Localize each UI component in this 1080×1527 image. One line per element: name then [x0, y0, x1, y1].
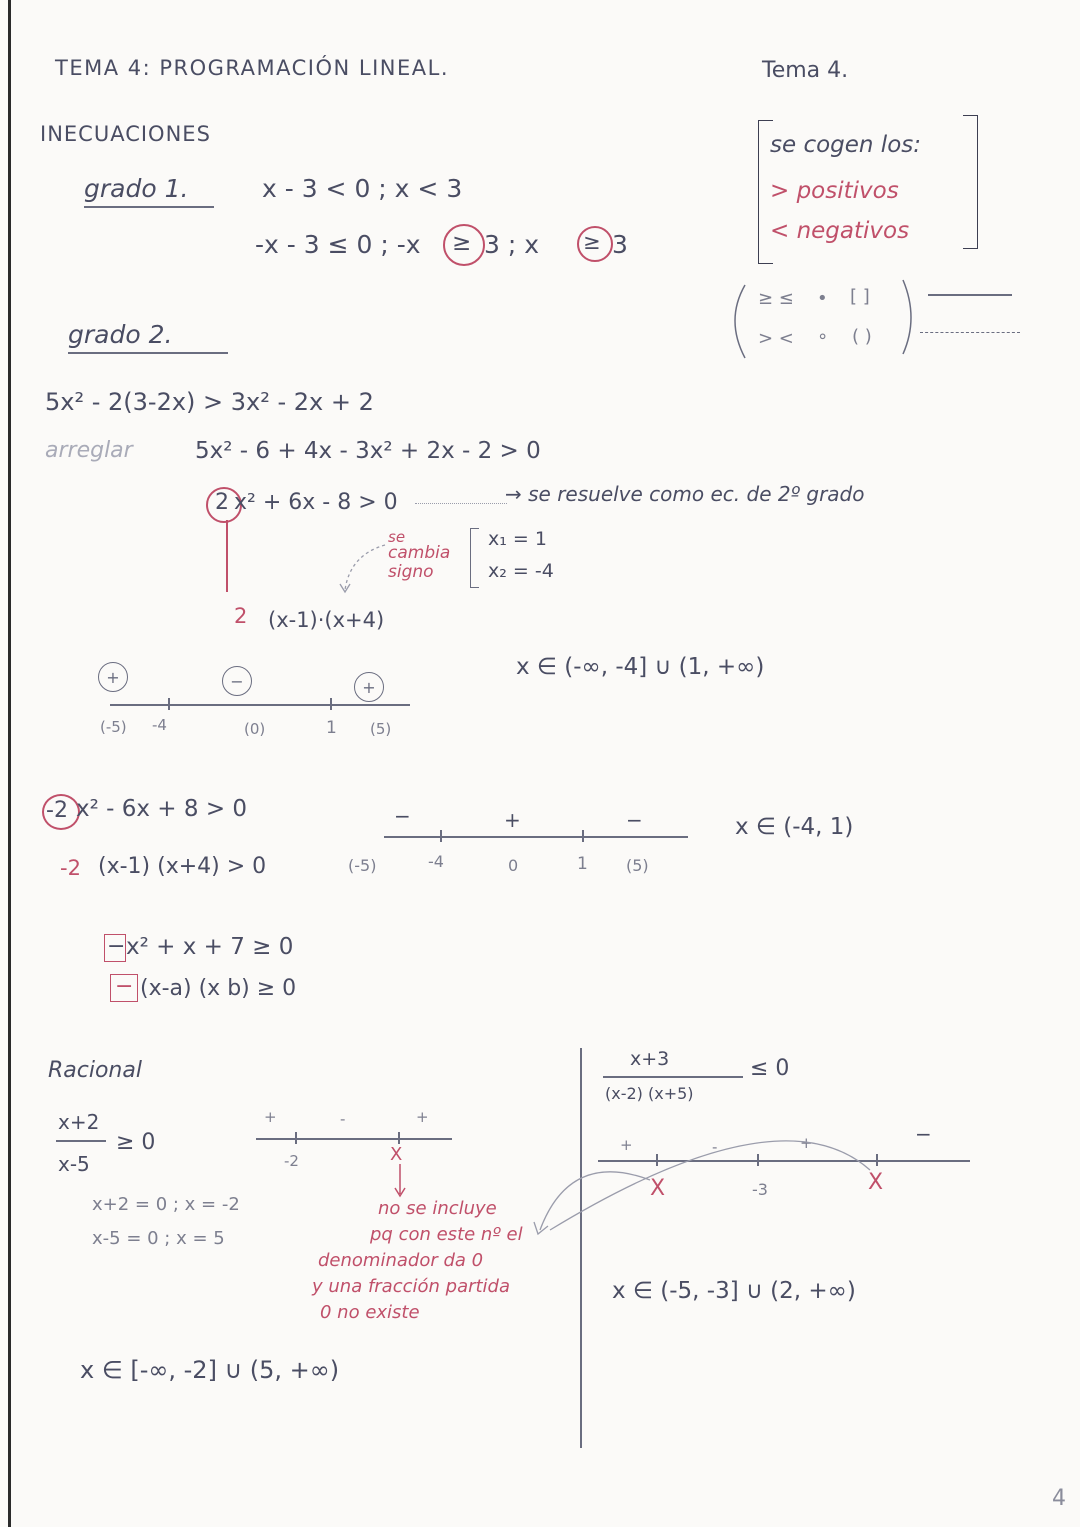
page-number: 4	[1052, 1486, 1066, 1511]
grado2-eq2: 5x² - 6 + 4x - 3x² + 2x - 2 > 0	[195, 438, 541, 464]
racional-note-arrow	[394, 1164, 406, 1200]
racional2-sign-3: +	[800, 1134, 813, 1152]
note-box-line3: < negativos	[770, 218, 910, 244]
number-line-2	[384, 836, 688, 838]
racional2-fraction-bar	[603, 1076, 743, 1078]
grado1-symbol-1: ≥	[452, 230, 472, 256]
racional2-mark-2: X	[868, 1170, 884, 1195]
racional-note-5: 0 no existe	[320, 1302, 420, 1323]
axis4-label: -3	[752, 1180, 768, 1199]
legend-row1-brackets: [ ]	[850, 286, 870, 307]
grado2-heading: grado 2.	[68, 320, 173, 349]
racional2-sign-2: -	[712, 1138, 718, 1156]
racional2-relation: ≤ 0	[750, 1056, 790, 1081]
legend-row1-dot: •	[817, 288, 828, 309]
grado2-eq1: 5x² - 2(3-2x) > 3x² - 2x + 2	[45, 388, 374, 416]
root-2: x₂ = -4	[488, 560, 554, 582]
number-line-2-tick-b	[582, 830, 584, 842]
number-line-3-tick-b	[398, 1132, 400, 1144]
legend-row2-brackets: ( )	[852, 326, 872, 347]
example3-sign-1: −	[107, 934, 126, 959]
example2-sign-2: +	[504, 808, 521, 832]
example2-eq: x² - 6x + 8 > 0	[76, 796, 248, 822]
sign-note-3: signo	[388, 562, 434, 582]
axis1-label-2: -4	[152, 716, 167, 734]
example2-solution: x ∈ (-4, 1)	[735, 814, 854, 840]
factor-coef: 2	[234, 604, 248, 628]
number-line-3	[256, 1138, 452, 1140]
grado1-symbol-2: ≥	[583, 230, 601, 254]
example3-eq1: x² + x + 7 ≥ 0	[126, 934, 294, 960]
racional-mark: X	[390, 1144, 403, 1165]
note-box-line1: se cogen los:	[770, 132, 921, 158]
number-line-1	[110, 704, 410, 706]
racional-work-2: x-5 = 0 ; x = 5	[92, 1228, 225, 1249]
grado2-eq3: x² + 6x - 8 > 0	[234, 490, 398, 515]
grado2-eq3-coef: 2	[215, 490, 229, 515]
sign-circle-2: −	[222, 666, 252, 696]
coefficient-drop-line	[226, 520, 228, 592]
corner-label: Tema 4.	[762, 58, 849, 83]
legend-dashed-line	[920, 332, 1020, 333]
grado2-solution: x ∈ (-∞, -4] ∪ (1, +∞)	[516, 654, 765, 680]
note-box-right-bracket	[963, 115, 978, 249]
axis2-label-3: 0	[508, 856, 519, 875]
grado1-line2a: -x - 3 ≤ 0 ; -x	[255, 230, 421, 259]
racional2-solution: x ∈ (-5, -3] ∪ (2, +∞)	[612, 1278, 856, 1304]
racional2-mark-1: X	[650, 1176, 666, 1201]
axis2-label-2: -4	[428, 852, 444, 871]
grado1-underline	[84, 206, 214, 208]
legend-row2-symbols: > <	[758, 328, 794, 349]
roots-bracket	[470, 528, 479, 588]
example2-factored: (x-1) (x+4) > 0	[98, 854, 267, 879]
racional-note-4: y una fracción partida	[312, 1276, 511, 1297]
racional-sign-1: +	[264, 1108, 277, 1126]
axis1-label-4: 1	[326, 718, 337, 738]
page-title: TEMA 4: PROGRAMACIÓN LINEAL.	[55, 56, 450, 80]
arreglar-label: arreglar	[45, 438, 133, 463]
racional-relation: ≥ 0	[116, 1130, 156, 1155]
racional-note-1: no se incluye	[378, 1198, 497, 1219]
number-line-1-tick-a	[168, 698, 170, 710]
racional-sign-2: -	[340, 1110, 346, 1128]
sign-note-1: se	[388, 528, 406, 546]
racional-note-3: denominador da 0	[318, 1250, 484, 1271]
example2-factored-prefix: -2	[60, 856, 81, 880]
number-line-2-tick-a	[440, 830, 442, 842]
grado2-underline	[68, 352, 228, 354]
racional2-sign-1: +	[620, 1136, 633, 1154]
grado1-line2c: 3	[612, 230, 628, 259]
example2-sign-1: −	[394, 804, 411, 828]
root-1: x₁ = 1	[488, 528, 547, 550]
axis3-label: -2	[284, 1152, 299, 1170]
section-heading: INECUACIONES	[40, 122, 211, 146]
example2-coef: -2	[46, 798, 68, 823]
sign-circle-1: +	[98, 662, 128, 692]
racional-numerator: x+2	[58, 1110, 100, 1134]
legend-solid-line	[928, 294, 1012, 296]
axis1-label-5: (5)	[370, 720, 392, 738]
example3-eq2: (x-a) (x b) ≥ 0	[140, 976, 297, 1001]
racional-work-1: x+2 = 0 ; x = -2	[92, 1194, 240, 1215]
axis2-label-4: 1	[577, 854, 588, 874]
sign-circle-3: +	[354, 672, 384, 702]
notebook-margin-line	[8, 0, 11, 1527]
racional-solution: x ∈ [-∞, -2] ∪ (5, +∞)	[80, 1356, 340, 1384]
racional-note-2: pq con este nº el	[370, 1224, 523, 1245]
factored-form: (x-1)·(x+4)	[268, 608, 385, 632]
grado2-eq3-note: → se resuelve como ec. de 2º grado	[505, 482, 865, 506]
sign-note-2: cambia	[388, 543, 451, 563]
legend-row1-symbols: ≥ ≤	[758, 288, 794, 309]
example3-sign-2: −	[115, 974, 134, 999]
sign-note-arrow	[330, 540, 390, 600]
axis2-label-5: (5)	[626, 856, 649, 875]
axis1-label-3: (0)	[244, 720, 266, 738]
racional-heading: Racional	[48, 1058, 142, 1083]
grado1-line2b: 3 ; x	[484, 230, 540, 259]
number-line-3-tick-a	[295, 1132, 297, 1144]
grado1-line1: x - 3 < 0 ; x < 3	[262, 174, 463, 203]
racional-fraction-bar	[56, 1140, 106, 1142]
racional-denominator: x-5	[58, 1152, 90, 1176]
dotted-arrow-line	[415, 503, 507, 504]
racional2-sign-4: −	[915, 1122, 932, 1146]
racional2-denominator: (x-2) (x+5)	[605, 1084, 694, 1103]
grado1-heading: grado 1.	[84, 174, 189, 203]
axis2-label-1: (-5)	[348, 856, 377, 875]
racional2-numerator: x+3	[630, 1048, 670, 1070]
racional2-arrows	[530, 1120, 890, 1250]
number-line-1-tick-b	[330, 698, 332, 710]
legend-row2-dot: ∘	[817, 326, 829, 347]
racional-sign-3: +	[416, 1108, 429, 1126]
axis1-label-1: (-5)	[100, 718, 127, 736]
example2-sign-3: −	[626, 808, 643, 832]
note-box-line2: > positivos	[770, 178, 899, 204]
